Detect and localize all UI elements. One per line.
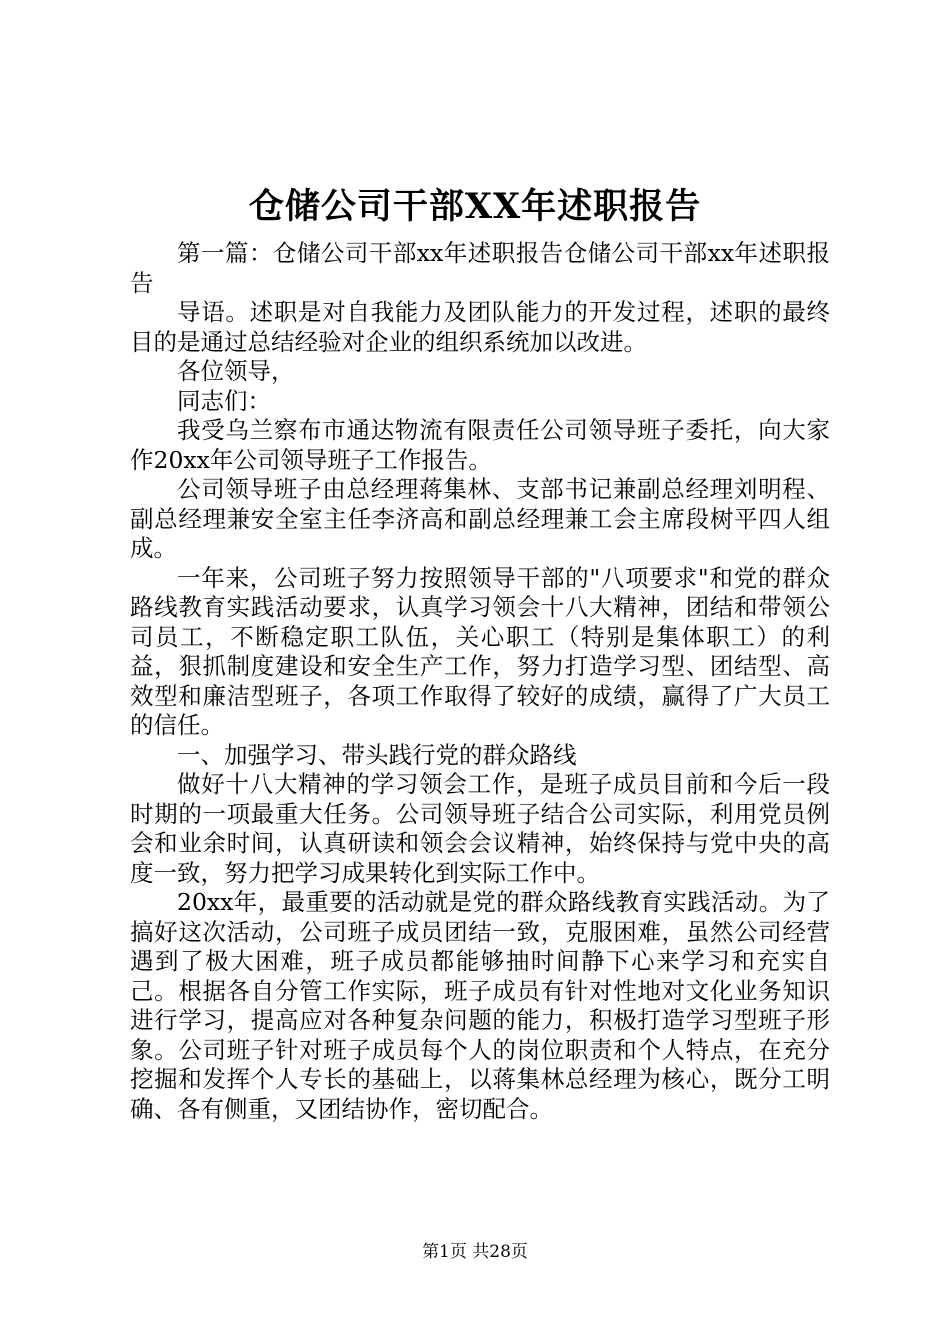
- paragraph-team-members: 公司领导班子由总经理蒋集林、支部书记兼副总经理刘明程、副总经理兼安全室主任李济高和副总经理兼工会主席段树平四人组成。: [130, 475, 830, 562]
- paragraph-study-task: 做好十八大精神的学习领会工作，是班子成员目前和今后一段时期的一项最重大任务。公司领导班子结合公司实际，利用党员例会和业余时间，认真研读和领会会议精神，始终保持与党中央的高度一致，努力把学习成果转化到实际工作中。: [130, 770, 830, 887]
- paragraph-year-summary: 一年来，公司班子努力按照领导干部的"八项要求"和党的群众路线教育实践活动要求，认真学习领会十八大精神，团结和带领公司员工，不断稳定职工队伍，关心职工（特别是集体职工）的利益，狠抓制度建设和安全生产工作，努力打造学习型、团结型、高效型和廉洁型班子，各项工作取得了较好的成绩，赢得了广大员工的信任。: [130, 563, 830, 739]
- page-number: 第1页 共28页: [422, 1242, 528, 1262]
- paragraph-salutation-comrades: 同志们：: [177, 386, 271, 415]
- paragraph-intro-heading: 第一篇：仓储公司干部xx年述职报告仓储公司干部xx年述职报告: [130, 239, 830, 297]
- paragraph-commission: 我受乌兰察布市通达物流有限责任公司领导班子委托，向大家作20xx年公司领导班子工作报告。: [130, 416, 830, 474]
- document-title: 仓储公司干部XX年述职报告: [248, 186, 702, 227]
- section-heading-1: 一、加强学习、带头践行党的群众路线: [177, 740, 577, 769]
- document-body: [130, 239, 830, 1124]
- paragraph-lead: 导语。述职是对自我能力及团队能力的开发过程，述职的最终目的是通过总结经验对企业的组织系统加以改进。: [130, 298, 830, 356]
- paragraph-salutation-leaders: 各位领导，: [177, 357, 295, 385]
- paragraph-mass-line-activity: 20xx年，最重要的活动就是党的群众路线教育实践活动。为了搞好这次活动，公司班子成员团结一致，克服困难，虽然公司经营遇到了极大困难，班子成员都能够抽时间静下心来学习和充实自己。根据各自分管工作实际，班子成员有针对性地对文化业务知识进行学习，提高应对各种复杂问题的能力，积极打造学习型班子形象。公司班子针对班子成员每个人的岗位职责和个人特点，在充分挖掘和发挥个人专长的基础上，以蒋集林总经理为核心，既分工明确、各有侧重，又团结协作，密切配合。: [130, 888, 830, 1123]
